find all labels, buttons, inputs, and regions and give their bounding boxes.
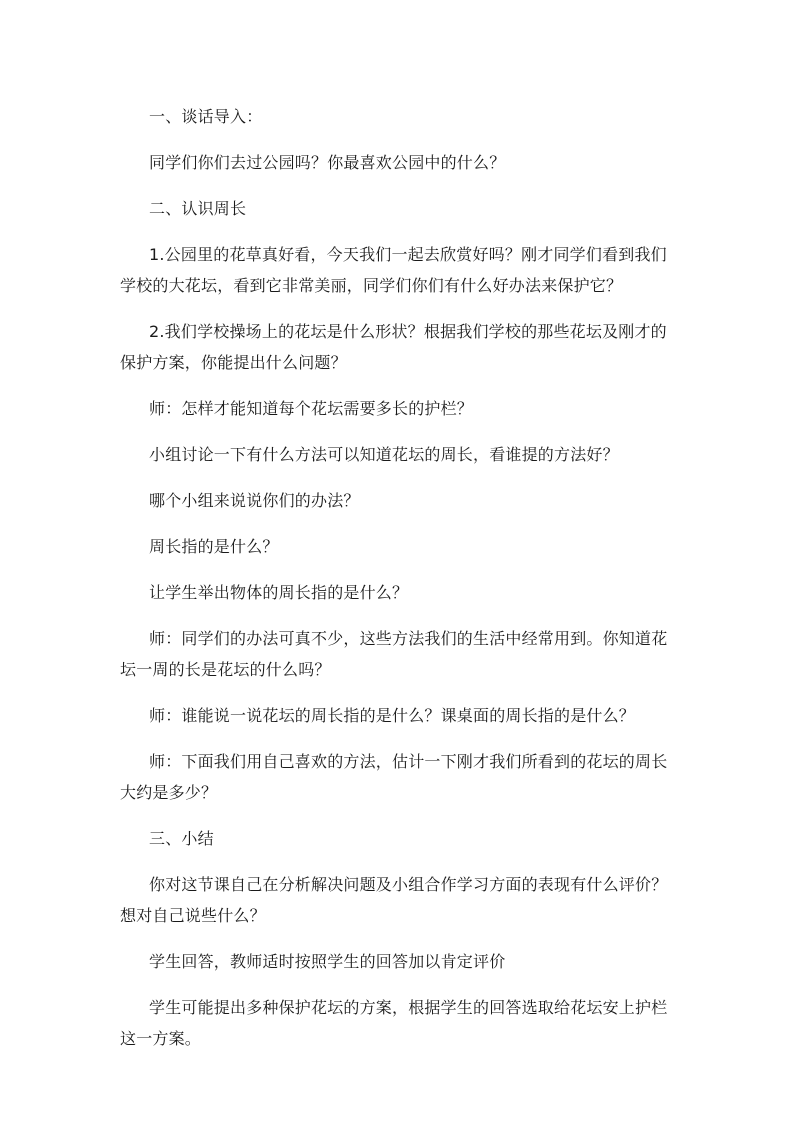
paragraph: 师：怎样才能知道每个花坛需要多长的护栏？ [149, 399, 474, 418]
paragraph: 1.公园里的花草真好看，今天我们一起去欣赏好吗？刚才同学们看到我们学校的大花坛，看到它非常美丽，同学们你们有什么好办法来保护它？ [120, 245, 667, 295]
paragraph: 师：谁能说一说花坛的周长指的是什么？课桌面的周长指的是什么？ [149, 706, 636, 725]
paragraph: 哪个小组来说说你们的办法？ [149, 491, 360, 510]
section-heading-perimeter: 二、认识周长 [149, 199, 247, 218]
paragraph: 师：下面我们用自己喜欢的方法，估计一下刚才我们所看到的花坛的周长大约是多少？ [120, 752, 668, 802]
paragraph: 学生可能提出多种保护花坛的方案，根据学生的回答选取给花坛安上护栏这一方案。 [120, 998, 668, 1048]
paragraph: 你对这节课自己在分析解决问题及小组合作学习方面的表现有什么评价？想对自己说些什么？ [120, 875, 668, 925]
paragraph: 师：同学们的办法可真不少，这些方法我们的生活中经常用到。你知道花坛一周的长是花坛的什么吗？ [120, 629, 668, 679]
paragraph: 小组讨论一下有什么方法可以知道花坛的周长，看谁提的方法好？ [149, 445, 619, 464]
paragraph: 让学生举出物体的周长指的是什么？ [149, 583, 409, 602]
paragraph: 2.我们学校操场上的花坛是什么形状？根据我们学校的那些花坛及刚才的保护方案，你能提出什么问题？ [120, 322, 667, 372]
paragraph: 学生回答，教师适时按照学生的回答加以肯定评价 [149, 952, 506, 971]
paragraph: 同学们你们去过公园吗？你最喜欢公园中的什么？ [149, 153, 506, 172]
paragraph: 周长指的是什么？ [149, 537, 279, 556]
section-heading-intro: 一、谈话导入： [149, 107, 263, 126]
document-body [120, 101, 682, 1069]
section-heading-summary: 三、小结 [149, 829, 214, 848]
